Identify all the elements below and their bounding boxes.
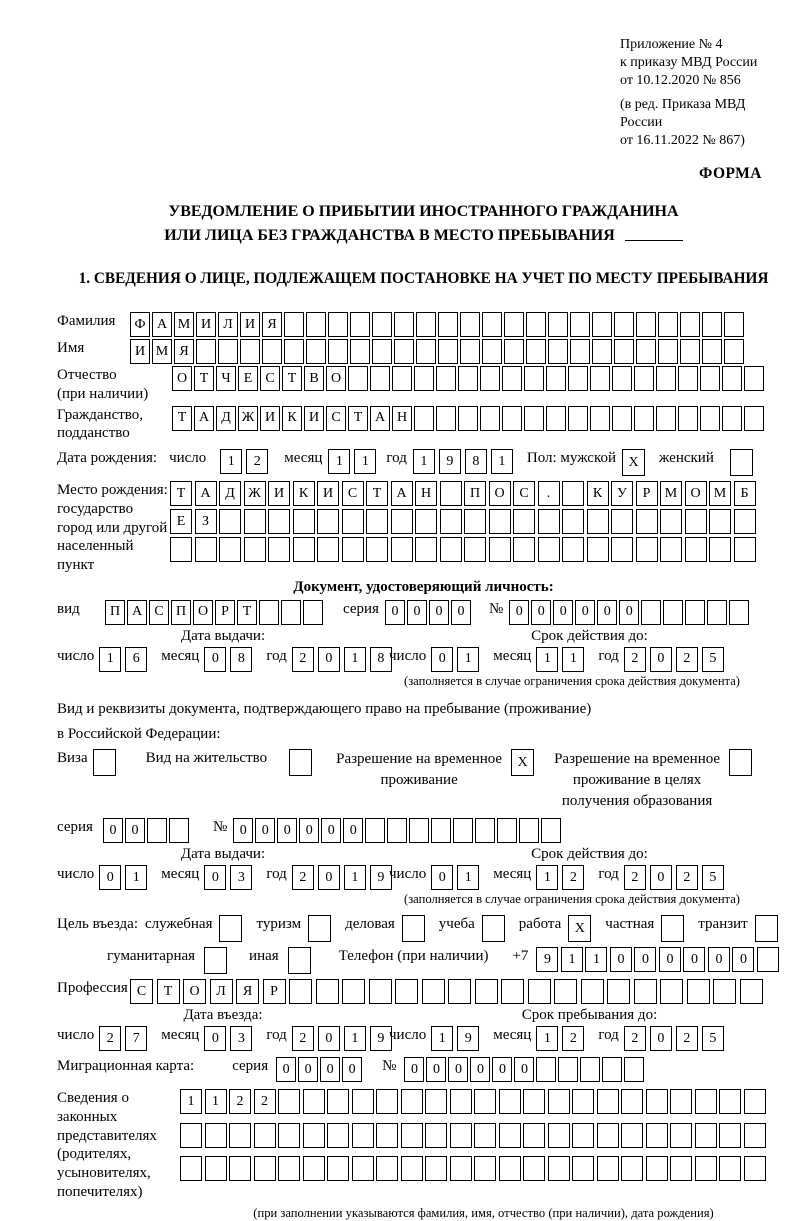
doc-series-boxes[interactable]: 0 0 0 0 bbox=[385, 600, 473, 625]
residence-permit-option bbox=[146, 749, 312, 776]
passport-valid-day[interactable]: 0 1 bbox=[431, 647, 483, 672]
representatives-box-rows bbox=[180, 1089, 768, 1190]
form-title-line1: УВЕДОМЛЕНИЕ О ПРИБЫТИИ ИНОСТРАННОГО ГРАЖДАНИНА bbox=[168, 202, 679, 220]
temp-permit-option bbox=[336, 749, 534, 791]
representatives-boxes-line3[interactable] bbox=[180, 1156, 768, 1181]
limited-validity-note-2: (заполняется в случае ограничения срока действия документа) bbox=[404, 892, 740, 907]
migration-card-label: Миграционная карта: bbox=[57, 1058, 195, 1075]
residence-permit-checkbox[interactable] bbox=[289, 749, 312, 776]
entry-dates-row bbox=[57, 1007, 790, 1051]
sex-male-checkbox[interactable]: X bbox=[622, 449, 645, 476]
ref-line: (в ред. Приказа МВД России bbox=[620, 96, 746, 130]
birth-place-boxes-line3[interactable] bbox=[170, 537, 758, 562]
birth-place-row bbox=[57, 481, 790, 575]
temp-permit-checkbox[interactable]: X bbox=[511, 749, 534, 776]
purpose-private-checkbox[interactable] bbox=[661, 915, 684, 942]
representatives-boxes-line1[interactable]: 1 1 2 2 bbox=[180, 1089, 768, 1114]
visa-checkbox[interactable] bbox=[93, 749, 116, 776]
permit-valid-day[interactable]: 0 1 bbox=[431, 865, 483, 890]
passport-issue-group: Дата выдачи: число 1 6 месяц 0 8 год 2 0 1 8 bbox=[57, 628, 389, 672]
residence-doc-paragraph: Вид и реквизиты документа, подтверждающего право на пребывание (проживание) в Российской Федерации: bbox=[57, 701, 592, 743]
purpose-official-checkbox[interactable] bbox=[219, 915, 242, 942]
form-title-line2: ИЛИ ЛИЦА БЕЗ ГРАЖДАНСТВА В МЕСТО ПРЕБЫВАНИЯ bbox=[57, 224, 790, 249]
permit-issue-group: Дата выдачи: число 0 1 месяц 0 3 год 2 0 1 9 bbox=[57, 846, 389, 890]
purpose-humanitarian-checkbox[interactable] bbox=[204, 947, 227, 974]
patronymic-boxes[interactable]: О Т Ч Е С Т В О bbox=[172, 366, 766, 391]
citizenship-row bbox=[57, 406, 790, 444]
limited-validity-note: (заполняется в случае ограничения срока действия документа) bbox=[404, 673, 740, 688]
section1-heading: 1. СВЕДЕНИЯ О ЛИЦЕ, ПОДЛЕЖАЩЕМ ПОСТАНОВКЕ НА УЧЕТ ПО МЕСТУ ПРЕБЫВАНИЯ bbox=[78, 270, 769, 288]
phone-prefix: +7 bbox=[512, 948, 529, 965]
purpose-transit-checkbox[interactable] bbox=[755, 915, 778, 942]
ref-line: от 10.12.2020 № 856 bbox=[620, 73, 741, 89]
name-boxes[interactable]: И М Я bbox=[130, 339, 746, 364]
stay-until-year[interactable]: 2 0 2 5 bbox=[624, 1026, 728, 1051]
purpose-business-checkbox[interactable] bbox=[402, 915, 425, 942]
migration-series-boxes[interactable]: 0 0 0 0 bbox=[276, 1057, 364, 1082]
passport-issue-year[interactable]: 2 0 1 8 bbox=[292, 647, 396, 672]
representatives-row bbox=[57, 1089, 790, 1202]
forma-label: ФОРМА bbox=[698, 165, 762, 183]
ref-line: к приказу МВД России bbox=[620, 55, 758, 71]
representatives-label: Сведения о законных представителях (родителях, усыновителях, попечителях) bbox=[57, 1090, 157, 1200]
permit-valid-month[interactable]: 1 2 bbox=[536, 865, 588, 890]
birth-date-label: Дата рождения: bbox=[57, 450, 158, 467]
month-word: месяц bbox=[284, 450, 323, 467]
doc-type-boxes[interactable]: П А С П О Р Т bbox=[105, 600, 325, 625]
birth-place-boxes-line2[interactable]: Е З bbox=[170, 509, 758, 534]
phone-label: Телефон (при наличии) bbox=[338, 948, 489, 965]
permit-valid-year[interactable]: 2 0 2 5 bbox=[624, 865, 728, 890]
temp-permit-edu-option bbox=[554, 749, 752, 812]
visa-option bbox=[57, 749, 116, 776]
profession-row bbox=[57, 979, 790, 1004]
passport-issue-month[interactable]: 0 8 bbox=[204, 647, 256, 672]
birth-month-boxes[interactable]: 1 1 bbox=[328, 449, 380, 474]
birth-place-label: Место рождения: государство город или другой населенный пункт bbox=[57, 482, 168, 574]
entry-purpose-row: Цель въезда: служебная туризм деловая учеба работа X частная транзит bbox=[57, 915, 790, 942]
passport-issue-title: Дата выдачи: bbox=[180, 627, 266, 644]
residence-doc-options bbox=[57, 749, 790, 812]
year-word: год bbox=[386, 450, 407, 467]
purpose-study-checkbox[interactable] bbox=[482, 915, 505, 942]
identity-doc-heading: Документ, удостоверяющий личность: bbox=[293, 578, 554, 595]
sex-female-checkbox[interactable] bbox=[730, 449, 753, 476]
patronymic-row bbox=[57, 366, 790, 404]
temp-permit-edu-checkbox[interactable] bbox=[729, 749, 752, 776]
sex-female-label: женский bbox=[659, 450, 714, 467]
name-label: Имя bbox=[57, 340, 85, 357]
phone-boxes[interactable]: 9 1 1 0 0 0 0 0 0 bbox=[536, 947, 781, 972]
profession-label: Профессия bbox=[57, 980, 128, 997]
profession-boxes[interactable]: С Т О Л Я Р bbox=[130, 979, 766, 1004]
permit-issue-day[interactable]: 0 1 bbox=[99, 865, 151, 890]
passport-valid-month[interactable]: 1 1 bbox=[536, 647, 588, 672]
doc-type-label: вид bbox=[57, 600, 80, 617]
representatives-note: (при заполнении указываются фамилия, имя, отчество (при наличии), дата рождения) bbox=[253, 1205, 714, 1220]
permit-serial-row: серия 0 0 № 0 0 0 0 0 0 bbox=[57, 818, 790, 843]
visa-label: Виза bbox=[57, 750, 88, 767]
temp-permit-edu-label: Разрешение на временное проживание в целях получения образования bbox=[554, 751, 721, 810]
stay-until-day[interactable]: 1 9 bbox=[431, 1026, 483, 1051]
ref-line: от 16.11.2022 № 867) bbox=[620, 132, 745, 148]
stay-until-title: Срок пребывания до: bbox=[521, 1007, 658, 1024]
entry-day[interactable]: 2 7 bbox=[99, 1026, 151, 1051]
surname-label: Фамилия bbox=[57, 313, 116, 330]
permit-dates-row bbox=[57, 846, 790, 890]
name-row bbox=[57, 339, 790, 364]
sex-label: Пол: мужской bbox=[526, 450, 617, 467]
entry-month[interactable]: 0 3 bbox=[204, 1026, 256, 1051]
title-blank-underline bbox=[625, 240, 683, 241]
passport-valid-title: Срок действия до: bbox=[531, 627, 648, 644]
entry-date-group: Дата въезда: число 2 7 месяц 0 3 год 2 0 1 9 bbox=[57, 1007, 389, 1051]
surname-boxes[interactable]: Ф А М И Л И Я bbox=[130, 312, 746, 337]
purpose-other-checkbox[interactable] bbox=[288, 947, 311, 974]
stay-until-month[interactable]: 1 2 bbox=[536, 1026, 588, 1051]
temp-permit-label: Разрешение на временное проживание bbox=[336, 751, 503, 789]
purpose-work-checkbox[interactable]: X bbox=[568, 915, 591, 942]
day-word: число bbox=[169, 450, 207, 467]
citizenship-boxes[interactable]: Т А Д Ж И К И С Т А Н bbox=[172, 406, 766, 431]
permit-number-boxes[interactable]: 0 0 0 0 0 0 bbox=[233, 818, 563, 843]
patronymic-label: Отчество (при наличии) bbox=[57, 367, 149, 402]
stay-until-group: Срок пребывания до: число 1 9 месяц 1 2 год 2 0 2 5 bbox=[389, 1007, 790, 1051]
citizenship-label: Гражданство, подданство bbox=[57, 406, 144, 442]
migration-number-boxes[interactable]: 0 0 0 0 0 0 bbox=[404, 1057, 646, 1082]
birth-place-box-rows bbox=[170, 481, 758, 562]
permit-valid-group: Срок действия до: число 0 1 месяц 1 2 год 2 0 2 5 bbox=[389, 846, 790, 890]
migration-card-row: Миграционная карта: серия 0 0 0 0 № 0 0 0 0 0 0 bbox=[57, 1057, 790, 1082]
ref-line: Приложение № 4 bbox=[620, 37, 723, 52]
doc-number-boxes[interactable]: 0 0 0 0 0 0 bbox=[509, 600, 751, 625]
passport-issue-day[interactable]: 1 6 bbox=[99, 647, 151, 672]
passport-valid-year[interactable]: 2 0 2 5 bbox=[624, 647, 728, 672]
residence-permit-label: Вид на жительство bbox=[145, 750, 268, 767]
entry-year[interactable]: 2 0 1 9 bbox=[292, 1026, 396, 1051]
passport-valid-group: Срок действия до: число 0 1 месяц 1 1 год 2 0 2 5 bbox=[389, 628, 790, 672]
permit-issue-year[interactable]: 2 0 1 9 bbox=[292, 865, 396, 890]
permit-series-boxes[interactable]: 0 0 bbox=[103, 818, 191, 843]
entry-date-title: Дата въезда: bbox=[183, 1007, 263, 1024]
birth-place-boxes-line1[interactable]: Т А Д Ж И К И С Т А Н П О С . К У Р М О М Б bbox=[170, 481, 758, 506]
entry-purpose-label: Цель въезда: bbox=[57, 916, 138, 933]
purpose-tourism-checkbox[interactable] bbox=[308, 915, 331, 942]
representatives-boxes-line2[interactable] bbox=[180, 1123, 768, 1148]
passport-dates-row bbox=[57, 628, 790, 672]
birth-year-boxes[interactable]: 1 9 8 1 bbox=[413, 449, 517, 474]
purpose-phone-row: гуманитарная иная Телефон (при наличии) +7 9 1 1 0 0 0 0 0 0 bbox=[57, 947, 790, 974]
form-title bbox=[57, 200, 790, 250]
birth-date-row bbox=[57, 449, 790, 476]
surname-row bbox=[57, 312, 790, 337]
number-word: № bbox=[488, 600, 504, 617]
identity-doc-row bbox=[57, 600, 790, 625]
permit-valid-title: Срок действия до: bbox=[531, 846, 648, 863]
permit-issue-month[interactable]: 0 3 bbox=[204, 865, 256, 890]
birth-day-boxes[interactable]: 1 2 bbox=[220, 449, 272, 474]
permit-issue-title: Дата выдачи: bbox=[180, 846, 266, 863]
appendix-reference-block bbox=[620, 36, 790, 150]
series-word: серия bbox=[343, 600, 379, 617]
